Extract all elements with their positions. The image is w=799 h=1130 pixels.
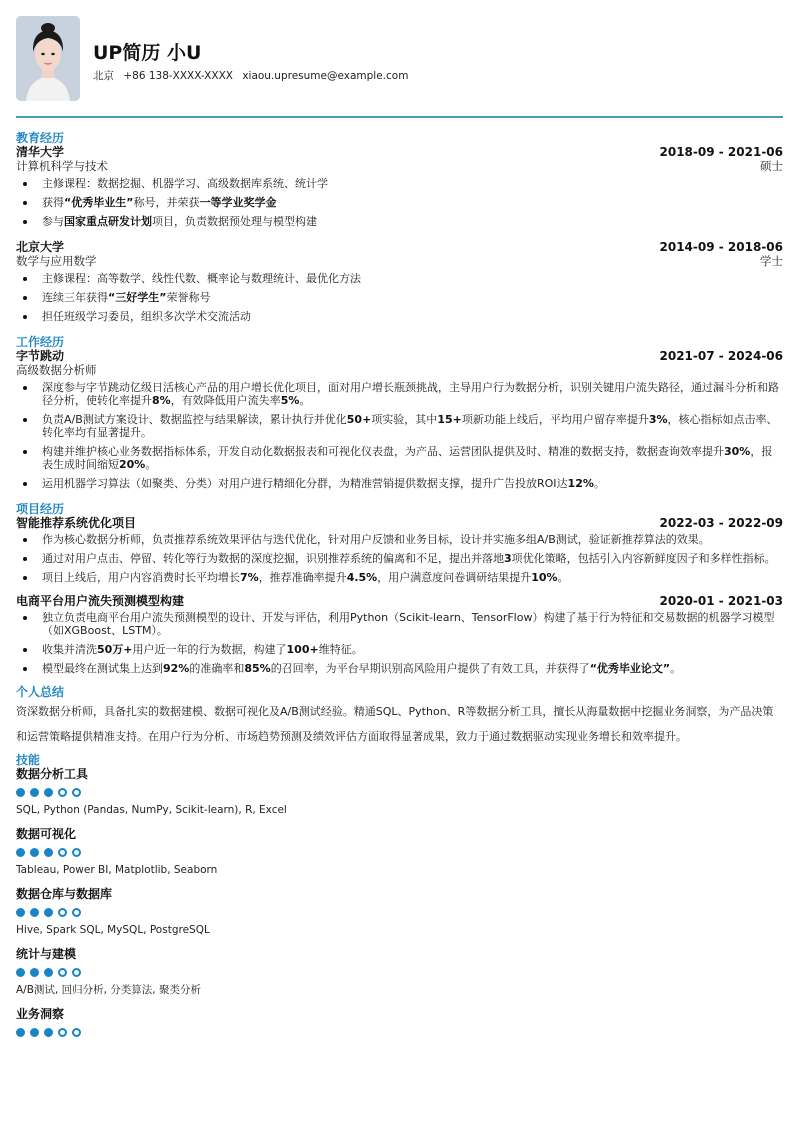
filled-dot-icon [16,968,25,977]
candidate-name: UP简历 小U [93,42,202,64]
header-divider [16,116,783,118]
bullet-list [16,381,783,490]
contact-line [93,68,414,83]
bullet-text: 的准确率和 [189,662,245,675]
bullet-text: 维特征。 [318,643,363,656]
filled-dot-icon [44,1028,53,1037]
project-name: 电商平台用户流失预测模型构建 [16,594,185,608]
skill-level-rating [16,1028,783,1037]
skill-name: 业务洞察 [16,1007,65,1021]
bullet-text: 项新功能上线后，平均用户留存率提升 [461,413,649,426]
bullet-text: 项实验，其中 [371,413,438,426]
bullet-text: ，核心指标如点击率、转化率均有显著提升。 [42,413,778,439]
bullet-text: 参与 [42,215,64,228]
bullet-item [16,291,783,304]
filled-dot-icon [30,848,39,857]
bullet-text: 。 [593,477,605,490]
emphasis-text: 50万+ [97,643,133,656]
education-section [16,131,783,323]
work-entry [16,349,783,490]
bullet-text: 项目上线后，用户内容消费时长平均增长 [42,571,240,584]
empty-dot-icon [72,1028,81,1037]
bullet-item [16,611,783,637]
skill-item [16,767,783,817]
empty-dot-icon [72,968,81,977]
skill-detail: Tableau, Power BI, Matplotlib, Seaborn [16,864,218,876]
bullet-list [16,533,783,584]
date-range: 2018-09 - 2021-06 [659,145,783,159]
bullet-text: 获得 [42,196,64,209]
empty-dot-icon [58,1028,67,1037]
bullet-text: 运用机器学习算法（如聚类、分类）对用户进行精细化分群，为精准营销提供数据支撑，提升广告投放ROI达 [42,477,568,490]
emphasis-text: 4.5% [346,571,378,584]
bullet-item [16,215,783,228]
skill-name: 数据仓库与数据库 [16,887,113,901]
bullet-item [16,552,783,565]
skill-item [16,1007,783,1037]
major: 数学与应用数学 [16,254,97,268]
skill-item [16,827,783,877]
school-name: 北京大学 [16,240,65,254]
contact-city: 北京 [93,70,114,82]
filled-dot-icon [30,908,39,917]
bullet-text: 主修课程：数据挖掘、机器学习、高级数据库系统、统计学 [42,177,328,190]
bullet-item [16,381,783,407]
bullet-list [16,611,783,675]
emphasis-text: 3 [504,552,512,565]
section-title-projects: 项目经历 [16,502,65,516]
bullet-text: 。 [299,394,311,407]
date-range: 2021-07 - 2024-06 [659,349,783,363]
skill-level-rating [16,908,783,917]
filled-dot-icon [16,848,25,857]
empty-dot-icon [58,848,67,857]
skills-section [16,753,783,1037]
emphasis-text: 85% [244,662,271,675]
emphasis-text: 10% [531,571,558,584]
bullet-text: ，有效降低用户流失率 [170,394,281,407]
skill-detail: A/B测试, 回归分析, 分类算法, 聚类分析 [16,984,201,996]
summary-section [16,685,783,749]
empty-dot-icon [72,788,81,797]
skill-name: 统计与建模 [16,947,77,961]
education-entry [16,145,783,228]
filled-dot-icon [30,1028,39,1037]
bullet-text: 通过对用户点击、停留、转化等行为数据的深度挖掘，识别推荐系统的偏离和不足，提出并落地 [42,552,504,565]
bullet-item [16,310,783,323]
filled-dot-icon [44,968,53,977]
bullet-text: 用户近一年的行为数据，构建了 [132,643,287,656]
resume-header [16,0,783,118]
bullet-text: ，推荐准确率提升 [258,571,347,584]
project-entry [16,516,783,584]
work-section [16,335,783,490]
filled-dot-icon [16,788,25,797]
school-name: 清华大学 [16,145,65,159]
filled-dot-icon [44,788,53,797]
empty-dot-icon [58,908,67,917]
contact-phone: +86 138-XXXX-XXXX [123,70,233,82]
bullet-text: ，报表生成时间缩短 [42,445,773,471]
emphasis-text: 50+ [346,413,372,426]
bullet-list [16,177,783,228]
bullet-text: 的召回率，为平台早期识别高风险用户提供了有效工具，并获得了 [270,662,590,675]
emphasis-text: “优秀毕业论文” [589,662,671,675]
emphasis-text: 3% [648,413,668,426]
bullet-text: 深度参与字节跳动亿级日活核心产品的用户增长优化项目，面对用户增长瓶颈挑战，主导用户行为数据分析，识别关键用户流失路径，通过漏斗分析和路径分析，使转化率提升 [42,381,779,407]
filled-dot-icon [16,1028,25,1037]
bullet-text: 项优化策略，包括引入内容新鲜度因子和多样性指标。 [511,552,776,565]
education-entry [16,240,783,323]
bullet-item [16,477,783,490]
bullet-text: 称号，并荣获 [133,196,200,209]
date-range: 2014-09 - 2018-06 [659,240,783,254]
section-title-education: 教育经历 [16,131,65,145]
skill-name: 数据分析工具 [16,767,89,781]
skill-level-rating [16,848,783,857]
empty-dot-icon [58,788,67,797]
emphasis-text: 8% [152,394,171,407]
empty-dot-icon [72,848,81,857]
bullet-text: 担任班级学习委员，组织多次学术交流活动 [42,310,251,323]
bullet-item [16,445,783,471]
skill-level-rating [16,968,783,977]
portrait-image-icon [16,16,80,101]
bullet-text: ，用户满意度问卷调研结果提升 [377,571,532,584]
emphasis-text: 15+ [437,413,462,426]
bullet-text: 项目，负责数据预处理与模型构建 [152,215,317,228]
bullet-text: 作为核心数据分析师，负责推荐系统效果评估与迭代优化，针对用户反馈和业务目标，设计并实施多组A/B测试，验证新推荐算法的效果。 [42,533,710,546]
resume-page [16,0,783,1037]
bullet-item [16,413,783,439]
company-name: 字节跳动 [16,349,65,363]
bullet-list [16,272,783,323]
bullet-text: 独立负责电商平台用户流失预测模型的设计、开发与评估，利用Python（Scikit-learn、TensorFlow）构建了基于行为特征和交易数据的机器学习模型（如XGBoost、LSTM）。 [42,611,775,637]
empty-dot-icon [72,908,81,917]
bullet-item [16,571,783,584]
emphasis-text: 92% [163,662,190,675]
skill-level-rating [16,788,783,797]
skills-list [16,767,783,1037]
projects-section [16,502,783,675]
section-title-work: 工作经历 [16,335,65,349]
bullet-text: 收集并清洗 [42,643,97,656]
contact-email[interactable]: xiaou.upresume@example.com [242,70,409,82]
skill-item [16,887,783,937]
filled-dot-icon [16,908,25,917]
skill-name: 数据可视化 [16,827,77,841]
filled-dot-icon [30,968,39,977]
bullet-text: 主修课程：高等数学、线性代数、概率论与数理统计、最优化方法 [42,272,361,285]
filled-dot-icon [44,848,53,857]
filled-dot-icon [30,788,39,797]
summary-text: 资深数据分析师，具备扎实的数据建模、数据可视化及A/B测试经验。精通SQL、Python、R等数据分析工具，擅长从海量数据中挖掘业务洞察，为产品决策和运营策略提供精准支持。在用户行为分析、市场趋势预测及绩效评估方面取得显著成果，致力于通过数据驱动实现业务增长和效率提升。 [16,705,774,743]
emphasis-text: 12% [567,477,594,490]
bullet-text: 连续三年获得 [42,291,108,304]
bullet-item [16,662,783,675]
emphasis-text: 20% [119,458,146,471]
project-name: 智能推荐系统优化项目 [16,516,137,530]
bullet-item [16,643,783,656]
emphasis-text: 100+ [286,643,319,656]
bullet-text: 荣誉称号 [166,291,211,304]
date-range: 2020-01 - 2021-03 [659,594,783,608]
bullet-text: 。 [145,458,157,471]
bullet-text: 模型最终在测试集上达到 [42,662,163,675]
project-entry [16,594,783,675]
bullet-item [16,196,783,209]
profile-photo [16,16,80,101]
skill-item [16,947,783,997]
bullet-text: 。 [670,662,682,675]
emphasis-text: 30% [724,445,751,458]
degree: 硕士 [760,159,783,173]
skill-detail: Hive, Spark SQL, MySQL, PostgreSQL [16,924,210,936]
bullet-item [16,533,783,546]
date-range: 2022-03 - 2022-09 [659,516,783,530]
skill-detail: SQL, Python (Pandas, NumPy, Scikit-learn), R, Excel [16,804,287,816]
filled-dot-icon [44,908,53,917]
emphasis-text: 一等学业奖学金 [199,196,277,209]
emphasis-text: 5% [280,394,300,407]
section-title-skills: 技能 [16,753,41,767]
empty-dot-icon [58,968,67,977]
bullet-item [16,272,783,285]
emphasis-text: 7% [240,571,259,584]
bullet-item [16,177,783,190]
major: 计算机科学与技术 [16,159,108,173]
bullet-text: 构建并维护核心业务数据指标体系，开发自动化数据报表和可视化仪表盘，为产品、运营团队提供及时、精准的数据支持，数据查询效率提升 [42,445,724,458]
section-title-summary: 个人总结 [16,685,65,699]
degree: 学士 [760,254,783,268]
emphasis-text: “三好学生” [108,291,167,304]
emphasis-text: 国家重点研发计划 [64,215,152,228]
bullet-text: 。 [557,571,569,584]
job-role: 高级数据分析师 [16,363,97,377]
bullet-text: 负责A/B测试方案设计、数据监控与结果解读，累计执行并优化 [42,413,347,426]
emphasis-text: “优秀毕业生” [64,196,134,209]
